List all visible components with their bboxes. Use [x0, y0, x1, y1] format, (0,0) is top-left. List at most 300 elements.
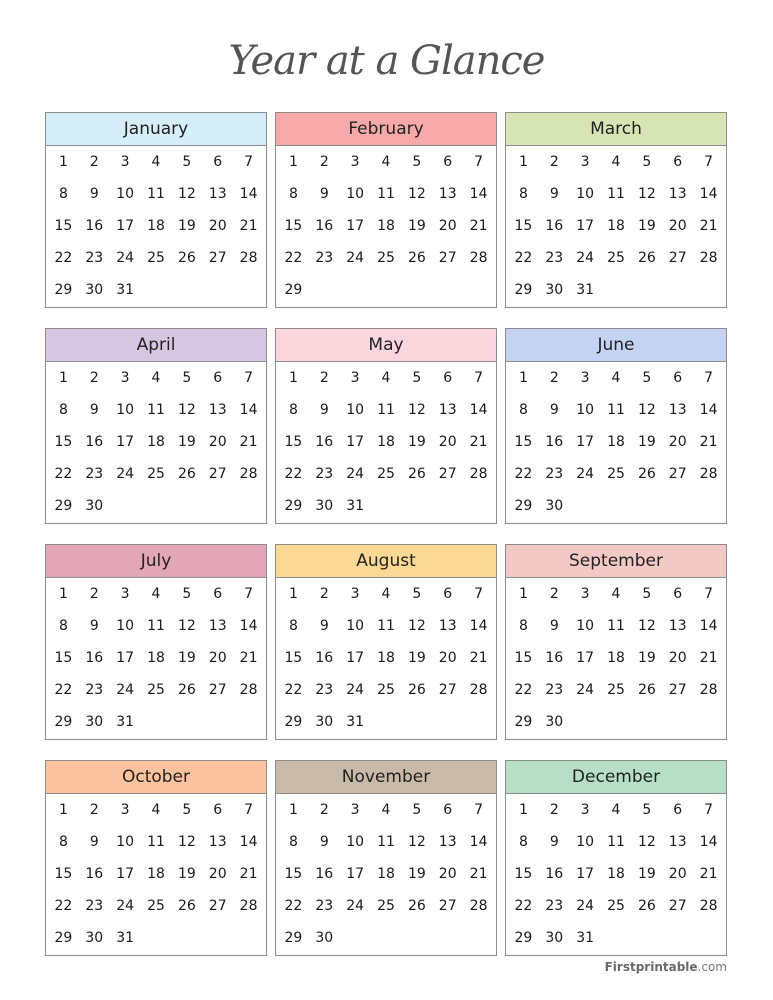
day-cell: 10 [576, 618, 595, 634]
day-cell: 11 [377, 834, 395, 850]
day-cell: 2 [549, 802, 559, 818]
day-cell: 18 [607, 650, 625, 666]
day-cell: 12 [407, 834, 426, 850]
day-cell: 11 [147, 834, 165, 850]
day-cell: 16 [545, 866, 564, 882]
day-cell: 15 [514, 434, 533, 450]
day-cell: 18 [377, 650, 395, 666]
day-grid [46, 578, 266, 738]
day-cell: 29 [514, 930, 533, 946]
day-cell: 9 [89, 618, 99, 634]
day-cell: 23 [85, 682, 104, 698]
day-cell: 18 [377, 866, 395, 882]
day-cell: 31 [116, 282, 135, 298]
day-cell: 25 [607, 898, 625, 914]
day-cell: 16 [85, 434, 104, 450]
day-cell: 5 [412, 370, 422, 386]
day-cell: 6 [443, 370, 453, 386]
day-cell: 14 [469, 618, 488, 634]
day-cell: 18 [147, 218, 165, 234]
day-cell: 10 [116, 834, 135, 850]
day-cell: 13 [438, 402, 457, 418]
day-cell: 18 [147, 434, 165, 450]
day-cell: 23 [315, 898, 334, 914]
day-cell: 20 [668, 866, 687, 882]
day-cell: 28 [699, 250, 718, 266]
day-cell: 24 [346, 466, 365, 482]
day-cell: 11 [147, 402, 165, 418]
day-cell: 7 [244, 370, 254, 386]
day-cell: 31 [116, 714, 135, 730]
day-cell: 25 [377, 898, 395, 914]
day-grid [46, 362, 266, 522]
day-cell: 16 [315, 650, 334, 666]
day-cell: 28 [469, 682, 488, 698]
day-cell: 30 [315, 498, 334, 514]
day-cell: 20 [438, 650, 457, 666]
day-cell: 29 [514, 282, 533, 298]
day-cell: 19 [407, 218, 426, 234]
day-cell: 21 [239, 218, 258, 234]
day-cell: 24 [116, 898, 135, 914]
day-cell: 1 [58, 154, 68, 170]
day-cell: 14 [239, 186, 258, 202]
day-cell: 28 [699, 466, 718, 482]
day-cell: 28 [699, 898, 718, 914]
day-cell: 13 [668, 618, 687, 634]
day-cell: 4 [151, 154, 161, 170]
day-cell: 21 [469, 866, 488, 882]
day-cell: 17 [116, 434, 135, 450]
day-cell: 25 [377, 466, 395, 482]
day-grid [46, 146, 266, 306]
day-grid [276, 794, 496, 954]
day-cell: 23 [545, 250, 564, 266]
day-cell: 8 [288, 834, 298, 850]
day-cell: 26 [177, 250, 196, 266]
day-cell: 27 [668, 250, 687, 266]
day-cell: 22 [514, 682, 533, 698]
day-cell: 9 [549, 618, 559, 634]
day-cell: 24 [116, 250, 135, 266]
day-cell: 24 [576, 682, 595, 698]
day-cell: 19 [177, 650, 196, 666]
day-cell: 26 [407, 898, 426, 914]
footer-domain: .com [697, 960, 727, 974]
day-cell: 8 [58, 186, 68, 202]
day-cell: 12 [407, 618, 426, 634]
day-cell: 27 [438, 466, 457, 482]
day-cell: 27 [208, 682, 227, 698]
day-cell: 19 [637, 866, 656, 882]
day-cell: 14 [469, 186, 488, 202]
day-cell: 16 [85, 218, 104, 234]
month-header: August [276, 545, 496, 578]
day-cell: 15 [514, 866, 533, 882]
day-cell: 7 [474, 802, 484, 818]
month-header: November [276, 761, 496, 794]
day-cell: 12 [637, 402, 656, 418]
day-cell: 6 [673, 586, 683, 602]
day-grid [506, 794, 726, 954]
day-cell: 10 [576, 186, 595, 202]
day-cell: 26 [407, 682, 426, 698]
day-cell: 6 [673, 370, 683, 386]
day-cell: 20 [208, 434, 227, 450]
day-cell: 28 [239, 682, 258, 698]
day-cell: 27 [668, 682, 687, 698]
day-cell: 16 [315, 218, 334, 234]
day-cell: 4 [611, 370, 621, 386]
month-march [505, 112, 727, 308]
day-cell: 12 [407, 186, 426, 202]
day-cell: 30 [85, 714, 104, 730]
day-cell: 13 [208, 402, 227, 418]
month-may [275, 328, 497, 524]
day-cell: 22 [54, 682, 73, 698]
day-cell: 30 [545, 714, 564, 730]
day-cell: 10 [576, 834, 595, 850]
day-cell: 22 [514, 898, 533, 914]
day-cell: 15 [284, 434, 303, 450]
month-header: September [506, 545, 726, 578]
day-cell: 25 [147, 682, 165, 698]
day-cell: 17 [346, 434, 365, 450]
day-cell: 4 [381, 154, 391, 170]
day-cell: 24 [346, 682, 365, 698]
day-cell: 27 [438, 682, 457, 698]
day-cell: 4 [151, 802, 161, 818]
day-cell: 2 [549, 154, 559, 170]
day-cell: 14 [239, 618, 258, 634]
day-cell: 10 [346, 402, 365, 418]
day-cell: 30 [545, 930, 564, 946]
day-cell: 30 [315, 930, 334, 946]
day-cell: 11 [377, 402, 395, 418]
day-cell: 18 [607, 866, 625, 882]
day-cell: 11 [607, 618, 625, 634]
day-cell: 17 [116, 650, 135, 666]
day-cell: 5 [642, 154, 652, 170]
day-cell: 9 [319, 618, 329, 634]
day-cell: 13 [668, 402, 687, 418]
day-cell: 4 [611, 586, 621, 602]
day-cell: 4 [611, 154, 621, 170]
day-cell: 10 [346, 186, 365, 202]
day-cell: 9 [319, 402, 329, 418]
day-cell: 5 [182, 370, 192, 386]
day-cell: 15 [54, 866, 73, 882]
month-december [505, 760, 727, 956]
day-cell: 23 [85, 250, 104, 266]
day-cell: 31 [576, 930, 595, 946]
day-cell: 17 [576, 866, 595, 882]
day-cell: 11 [147, 186, 165, 202]
day-cell: 1 [518, 586, 528, 602]
day-cell: 19 [407, 650, 426, 666]
day-cell: 20 [668, 650, 687, 666]
day-cell: 9 [319, 186, 329, 202]
day-cell: 11 [377, 186, 395, 202]
day-cell: 3 [120, 154, 130, 170]
day-cell: 15 [284, 650, 303, 666]
day-cell: 8 [518, 186, 528, 202]
month-november [275, 760, 497, 956]
day-cell: 3 [350, 586, 360, 602]
day-cell: 29 [54, 714, 73, 730]
day-cell: 23 [85, 466, 104, 482]
day-cell: 12 [177, 834, 196, 850]
day-cell: 24 [116, 466, 135, 482]
day-cell: 1 [288, 802, 298, 818]
day-grid [506, 362, 726, 522]
day-cell: 25 [607, 466, 625, 482]
day-cell: 21 [239, 650, 258, 666]
day-cell: 3 [580, 370, 590, 386]
day-cell: 2 [319, 370, 329, 386]
day-cell: 12 [637, 186, 656, 202]
month-august [275, 544, 497, 740]
day-cell: 21 [699, 434, 718, 450]
day-cell: 1 [288, 586, 298, 602]
day-cell: 5 [412, 154, 422, 170]
day-cell: 27 [668, 898, 687, 914]
day-cell: 19 [637, 218, 656, 234]
day-grid [506, 578, 726, 738]
day-cell: 14 [469, 834, 488, 850]
day-cell: 5 [642, 586, 652, 602]
day-cell: 5 [642, 370, 652, 386]
day-cell: 28 [469, 466, 488, 482]
day-cell: 5 [182, 154, 192, 170]
day-cell: 16 [85, 866, 104, 882]
day-cell: 9 [549, 186, 559, 202]
month-header: February [276, 113, 496, 146]
day-cell: 19 [407, 434, 426, 450]
day-cell: 12 [407, 402, 426, 418]
day-cell: 24 [116, 682, 135, 698]
day-cell: 17 [346, 650, 365, 666]
month-september [505, 544, 727, 740]
day-cell: 10 [116, 186, 135, 202]
day-cell: 30 [85, 930, 104, 946]
day-cell: 3 [580, 586, 590, 602]
day-cell: 23 [315, 466, 334, 482]
month-february [275, 112, 497, 308]
day-cell: 4 [381, 802, 391, 818]
day-grid [276, 362, 496, 522]
day-cell: 25 [607, 250, 625, 266]
day-cell: 3 [350, 802, 360, 818]
month-header: May [276, 329, 496, 362]
day-cell: 29 [54, 282, 73, 298]
page-title: Year at a Glance [228, 38, 545, 84]
day-cell: 3 [350, 370, 360, 386]
day-cell: 24 [576, 898, 595, 914]
day-cell: 16 [545, 218, 564, 234]
day-cell: 29 [284, 714, 303, 730]
day-cell: 22 [284, 466, 303, 482]
day-cell: 14 [699, 834, 718, 850]
day-cell: 27 [668, 466, 687, 482]
day-cell: 13 [668, 186, 687, 202]
day-grid [276, 578, 496, 738]
day-cell: 22 [284, 682, 303, 698]
day-cell: 13 [208, 834, 227, 850]
day-cell: 21 [699, 650, 718, 666]
day-cell: 8 [518, 618, 528, 634]
day-cell: 7 [474, 586, 484, 602]
day-cell: 1 [518, 802, 528, 818]
day-cell: 19 [177, 866, 196, 882]
day-cell: 20 [208, 650, 227, 666]
day-cell: 29 [54, 498, 73, 514]
day-cell: 10 [346, 618, 365, 634]
day-cell: 16 [85, 650, 104, 666]
day-cell: 13 [438, 834, 457, 850]
day-cell: 26 [637, 466, 656, 482]
day-cell: 31 [576, 282, 595, 298]
day-cell: 2 [89, 586, 99, 602]
day-cell: 17 [576, 650, 595, 666]
day-cell: 19 [407, 866, 426, 882]
day-cell: 11 [607, 402, 625, 418]
day-cell: 15 [54, 650, 73, 666]
day-cell: 26 [177, 466, 196, 482]
day-cell: 14 [469, 402, 488, 418]
day-cell: 10 [346, 834, 365, 850]
day-cell: 7 [474, 154, 484, 170]
day-cell: 1 [518, 370, 528, 386]
day-cell: 11 [377, 618, 395, 634]
day-cell: 6 [673, 154, 683, 170]
day-cell: 11 [147, 618, 165, 634]
day-cell: 5 [412, 802, 422, 818]
day-cell: 20 [208, 218, 227, 234]
month-july [45, 544, 267, 740]
day-cell: 31 [346, 498, 365, 514]
day-cell: 28 [239, 898, 258, 914]
day-grid [46, 794, 266, 954]
day-cell: 29 [514, 714, 533, 730]
day-cell: 8 [288, 618, 298, 634]
day-cell: 31 [346, 714, 365, 730]
day-cell: 27 [438, 898, 457, 914]
day-cell: 7 [704, 586, 714, 602]
day-cell: 13 [208, 618, 227, 634]
month-june [505, 328, 727, 524]
day-cell: 29 [54, 930, 73, 946]
day-cell: 10 [116, 402, 135, 418]
day-cell: 31 [116, 930, 135, 946]
month-header: March [506, 113, 726, 146]
day-cell: 12 [637, 618, 656, 634]
day-cell: 3 [580, 802, 590, 818]
day-cell: 16 [315, 866, 334, 882]
day-cell: 12 [177, 186, 196, 202]
day-cell: 20 [208, 866, 227, 882]
day-cell: 15 [514, 650, 533, 666]
month-header: December [506, 761, 726, 794]
day-cell: 3 [120, 586, 130, 602]
day-cell: 4 [151, 370, 161, 386]
day-cell: 8 [288, 402, 298, 418]
day-cell: 30 [545, 282, 564, 298]
day-cell: 26 [637, 898, 656, 914]
day-cell: 17 [576, 218, 595, 234]
month-october [45, 760, 267, 956]
day-cell: 23 [545, 898, 564, 914]
day-cell: 17 [576, 434, 595, 450]
day-cell: 24 [346, 250, 365, 266]
day-cell: 8 [518, 834, 528, 850]
footer-brand-name: Firstprintable [604, 960, 698, 974]
day-cell: 16 [545, 650, 564, 666]
day-cell: 20 [438, 434, 457, 450]
day-cell: 15 [54, 434, 73, 450]
day-cell: 23 [85, 898, 104, 914]
day-cell: 24 [576, 250, 595, 266]
day-cell: 21 [469, 650, 488, 666]
day-cell: 8 [58, 402, 68, 418]
day-cell: 5 [642, 802, 652, 818]
day-cell: 26 [637, 250, 656, 266]
day-cell: 6 [213, 154, 223, 170]
day-cell: 29 [284, 282, 303, 298]
day-cell: 30 [85, 282, 104, 298]
day-cell: 3 [580, 154, 590, 170]
day-cell: 7 [244, 154, 254, 170]
day-cell: 22 [514, 466, 533, 482]
day-cell: 5 [412, 586, 422, 602]
day-cell: 15 [284, 866, 303, 882]
day-cell: 28 [699, 682, 718, 698]
day-cell: 23 [315, 682, 334, 698]
month-header: June [506, 329, 726, 362]
day-cell: 22 [54, 250, 73, 266]
day-cell: 6 [443, 586, 453, 602]
day-cell: 9 [549, 834, 559, 850]
day-cell: 13 [438, 618, 457, 634]
day-cell: 23 [545, 466, 564, 482]
day-cell: 22 [284, 250, 303, 266]
day-cell: 25 [607, 682, 625, 698]
day-cell: 7 [244, 802, 254, 818]
day-cell: 2 [89, 370, 99, 386]
month-january [45, 112, 267, 308]
day-cell: 4 [381, 586, 391, 602]
day-cell: 2 [319, 802, 329, 818]
day-cell: 21 [469, 218, 488, 234]
day-cell: 25 [147, 466, 165, 482]
month-header: April [46, 329, 266, 362]
month-header: July [46, 545, 266, 578]
month-header: January [46, 113, 266, 146]
day-cell: 4 [151, 586, 161, 602]
day-cell: 18 [377, 218, 395, 234]
day-cell: 28 [239, 250, 258, 266]
day-cell: 17 [346, 866, 365, 882]
day-cell: 24 [346, 898, 365, 914]
day-cell: 7 [244, 586, 254, 602]
calendar-grid [45, 112, 727, 956]
day-cell: 28 [469, 898, 488, 914]
footer-brand [605, 960, 727, 974]
day-cell: 21 [239, 866, 258, 882]
day-cell: 29 [284, 930, 303, 946]
day-cell: 14 [699, 402, 718, 418]
day-cell: 6 [213, 802, 223, 818]
